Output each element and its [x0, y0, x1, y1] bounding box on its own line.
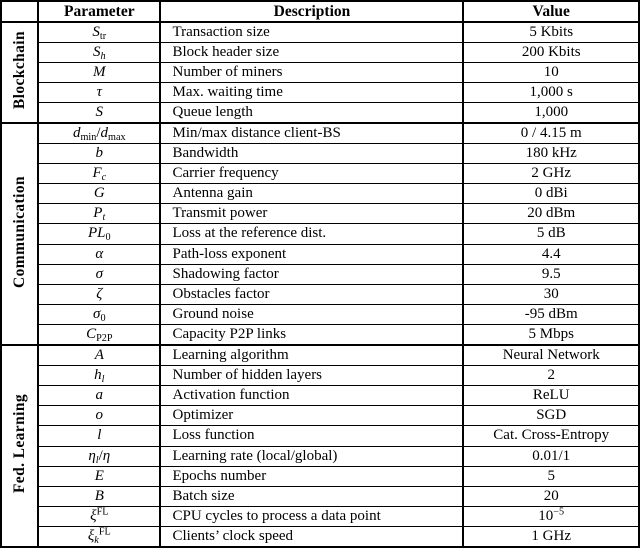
value-cell: 180 kHz: [463, 143, 639, 163]
value-cell: 2: [463, 365, 639, 385]
section-communication: [1, 123, 639, 345]
parameter-cell: [38, 224, 160, 244]
math-segment: S: [93, 43, 101, 60]
math-segment: σ: [95, 265, 103, 282]
math-segment: tr: [99, 30, 107, 42]
math-segment: min: [80, 131, 97, 143]
math-segment: S: [92, 23, 100, 40]
parameter-cell: [38, 527, 160, 547]
math-segment: α: [95, 245, 104, 262]
parameter-cell: [38, 62, 160, 82]
parameter-cell: [38, 446, 160, 466]
math-segment: l: [95, 454, 99, 466]
section-label-cell: [1, 22, 38, 123]
value-cell: -95 dBm: [463, 305, 639, 325]
math-segment: d: [100, 124, 109, 141]
value-cell: 1,000 s: [463, 83, 639, 103]
parameter-cell: [38, 284, 160, 304]
value-cell: 0 dBi: [463, 184, 639, 204]
parameter-cell: [38, 184, 160, 204]
parameter-cell: [38, 103, 160, 123]
math-segment: S: [95, 104, 104, 121]
value-cell: 20: [463, 486, 639, 506]
table-row: [1, 22, 639, 42]
description-cell: Optimizer: [160, 406, 463, 426]
parameter-cell: [38, 42, 160, 62]
table-row: [1, 163, 639, 183]
table-row: [1, 244, 639, 264]
parameter-cell: [38, 264, 160, 284]
value-cell: 1 GHz: [463, 527, 639, 547]
parameter-cell: [38, 365, 160, 385]
description-cell: Learning algorithm: [160, 345, 463, 365]
math-segment: max: [108, 131, 126, 143]
value-cell: 9.5: [463, 264, 639, 284]
table-row: [1, 507, 639, 527]
math-segment: 0: [105, 232, 111, 244]
description-cell: Activation function: [160, 385, 463, 405]
parameter-cell: [38, 143, 160, 163]
value-cell: [463, 507, 639, 527]
table-row: [1, 446, 639, 466]
value-cell: 5 dB: [463, 224, 639, 244]
parameter-column-header: Parameter: [38, 1, 160, 22]
value-cell: SGD: [463, 406, 639, 426]
math-segment: c: [101, 171, 107, 183]
value-cell: 1,000: [463, 103, 639, 123]
header-row: [1, 1, 639, 22]
section-label: Blockchain: [10, 30, 28, 110]
math-segment: −5: [553, 506, 565, 518]
value-cell: 0.01/1: [463, 446, 639, 466]
math-segment: l: [97, 427, 102, 444]
description-cell: Shadowing factor: [160, 264, 463, 284]
math-segment: l: [101, 373, 105, 385]
math-segment: G: [93, 185, 105, 202]
value-cell: 2 GHz: [463, 163, 639, 183]
section-fed-learning: [1, 345, 639, 547]
parameter-cell: [38, 466, 160, 486]
math-segment: h: [94, 366, 102, 383]
table-row: [1, 345, 639, 365]
group-header-cell: [1, 1, 38, 22]
parameter-cell: [38, 305, 160, 325]
parameter-cell: [38, 406, 160, 426]
section-label: Communication: [10, 175, 28, 288]
value-cell: 10: [463, 62, 639, 82]
value-cell: Cat. Cross-Entropy: [463, 426, 639, 446]
table-row: [1, 42, 639, 62]
section-label-cell: [1, 345, 38, 547]
value-cell: 0 / 4.15 m: [463, 123, 639, 143]
table-row: [1, 143, 639, 163]
value-cell: ReLU: [463, 385, 639, 405]
math-segment: P2P: [96, 333, 113, 345]
parameter-cell: [38, 345, 160, 365]
parameter-cell: [38, 507, 160, 527]
description-cell: Antenna gain: [160, 184, 463, 204]
description-cell: Ground noise: [160, 305, 463, 325]
table-row: [1, 62, 639, 82]
value-cell: 200 Kbits: [463, 42, 639, 62]
math-segment: a: [95, 387, 104, 404]
table-row: [1, 426, 639, 446]
parameter-cell: [38, 22, 160, 42]
table-row: [1, 466, 639, 486]
parameter-cell: [38, 83, 160, 103]
value-cell: 5 Mbps: [463, 325, 639, 345]
math-segment: 10: [538, 508, 554, 525]
math-segment: F: [92, 164, 102, 181]
description-cell: Loss at the reference dist.: [160, 224, 463, 244]
description-cell: Max. waiting time: [160, 83, 463, 103]
table-row: [1, 365, 639, 385]
math-segment: E: [94, 467, 104, 484]
table-row: [1, 527, 639, 547]
description-cell: Number of hidden layers: [160, 365, 463, 385]
description-cell: Capacity P2P links: [160, 325, 463, 345]
description-cell: Obstacles factor: [160, 284, 463, 304]
math-segment: M: [93, 63, 106, 80]
section-blockchain: [1, 22, 639, 123]
math-segment: A: [94, 346, 104, 363]
math-segment: k: [94, 535, 99, 547]
math-segment: σ: [93, 306, 101, 323]
description-cell: Batch size: [160, 486, 463, 506]
description-cell: Path-loss exponent: [160, 244, 463, 264]
parameter-cell: [38, 486, 160, 506]
description-column-header: Description: [160, 1, 463, 22]
description-cell: Transmit power: [160, 204, 463, 224]
parameter-cell: [38, 163, 160, 183]
section-label-cell: [1, 123, 38, 345]
value-cell: 5 Kbits: [463, 22, 639, 42]
math-segment: o: [95, 407, 104, 424]
description-cell: Carrier frequency: [160, 163, 463, 183]
math-segment: h: [100, 50, 106, 62]
table-row: [1, 103, 639, 123]
description-cell: Queue length: [160, 103, 463, 123]
math-segment: B: [94, 487, 104, 504]
math-segment: ξ: [87, 528, 95, 545]
table-row: [1, 224, 639, 244]
parameter-cell: [38, 325, 160, 345]
description-cell: Epochs number: [160, 466, 463, 486]
table-row: [1, 406, 639, 426]
math-segment: PL: [87, 225, 106, 242]
description-cell: CPU cycles to process a data point: [160, 507, 463, 527]
math-segment: η: [102, 447, 111, 464]
math-segment: FL: [98, 526, 111, 538]
parameter-cell: [38, 123, 160, 143]
table-row: [1, 486, 639, 506]
parameter-cell: [38, 244, 160, 264]
value-cell: 30: [463, 284, 639, 304]
parameter-cell: [38, 385, 160, 405]
math-segment: 0: [100, 313, 106, 325]
math-segment: ξ: [90, 508, 97, 525]
table-row: [1, 284, 639, 304]
description-cell: Learning rate (local/global): [160, 446, 463, 466]
table-row: [1, 325, 639, 345]
math-segment: /: [96, 124, 101, 141]
table-row: [1, 264, 639, 284]
math-segment: d: [73, 124, 81, 141]
value-cell: 4.4: [463, 244, 639, 264]
parameter-cell: [38, 204, 160, 224]
section-label: Fed. Learning: [10, 393, 28, 494]
math-segment: /: [98, 447, 103, 464]
description-cell: Clients’ clock speed: [160, 527, 463, 547]
description-cell: Loss function: [160, 426, 463, 446]
description-cell: Transaction size: [160, 22, 463, 42]
description-cell: Bandwidth: [160, 143, 463, 163]
value-column-header: Value: [463, 1, 639, 22]
table-row: [1, 305, 639, 325]
value-cell: 5: [463, 466, 639, 486]
table-header: [1, 1, 639, 22]
math-segment: b: [95, 144, 104, 161]
description-cell: Block header size: [160, 42, 463, 62]
math-segment: P: [93, 205, 103, 222]
table-row: [1, 83, 639, 103]
value-cell: Neural Network: [463, 345, 639, 365]
math-segment: η: [88, 447, 96, 464]
table-row: [1, 123, 639, 143]
math-segment: ζ: [96, 286, 103, 303]
math-segment: τ: [96, 84, 102, 101]
math-segment: t: [102, 212, 106, 224]
value-cell: 20 dBm: [463, 204, 639, 224]
table-row: [1, 184, 639, 204]
description-cell: Min/max distance client-BS: [160, 123, 463, 143]
math-segment: C: [86, 326, 97, 343]
table-row: [1, 385, 639, 405]
description-cell: Number of miners: [160, 62, 463, 82]
parameter-cell: [38, 426, 160, 446]
math-segment: FL: [96, 506, 109, 518]
table-row: [1, 204, 639, 224]
